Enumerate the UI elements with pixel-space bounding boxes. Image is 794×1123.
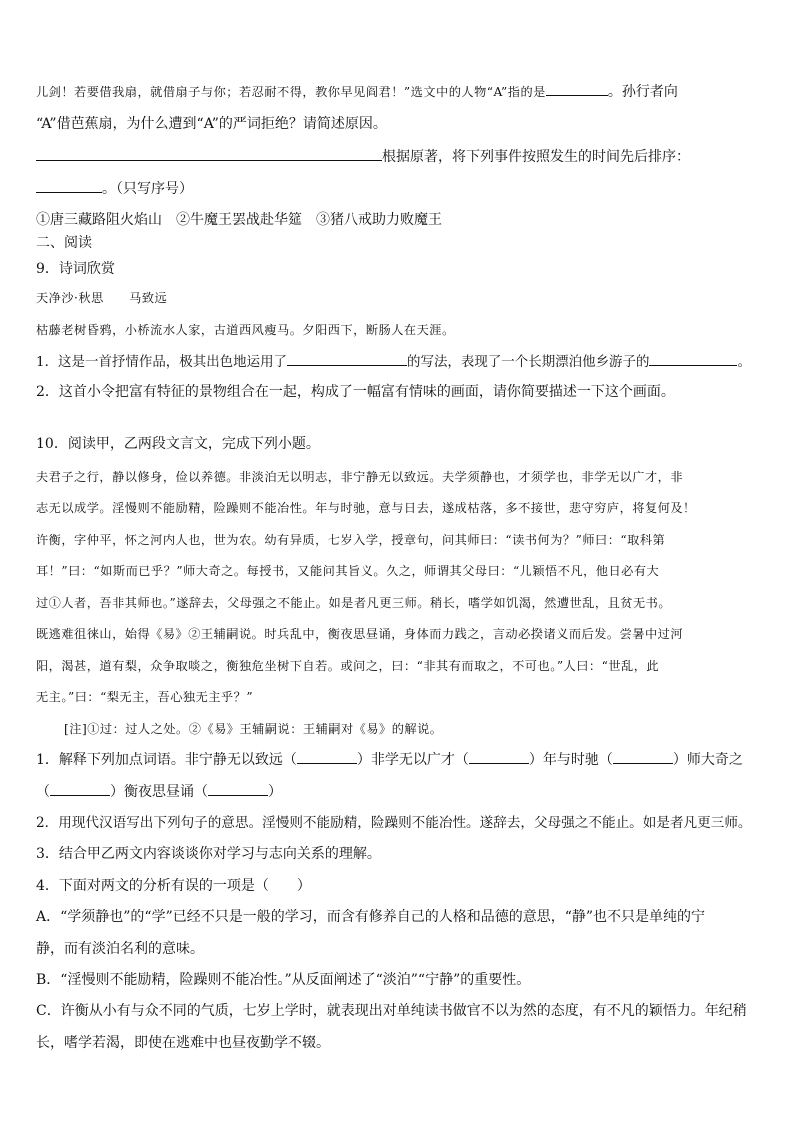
option-a-line2: 静，而有淡泊名利的意味。 [36,941,204,957]
q9-item1-text: 1．这是一首抒情作品，极其出色地运用了 [36,354,288,370]
q10-sub2: 2．用现代汉语写出下列句子的意思。淫慢则不能励精，险躁则不能冶性。遂辞去，父母强之不能止。如是者凡更三师。 [36,815,752,831]
q8-text: 根据原著，将下列事件按照发生的时间先后排序： [382,149,690,165]
q8-line1 [36,81,758,102]
q8-line3 [36,146,690,167]
answer-blank[interactable] [469,749,529,764]
answer-blank[interactable] [613,749,673,764]
sub1-text: ）师大奇之 [672,752,743,768]
q9-item1-text: 的写法，表现了一个长期漂泊他乡游子的 [407,354,650,370]
answer-blank[interactable] [649,351,737,366]
option-c-text: C．许衡从小有与众不同的气质，七岁上学时，就表现出对单纯读书做官不以为然的态度，有不凡的颖悟力。年纪稍 [36,1003,747,1019]
q8-text: 。（只写序号） [102,181,193,197]
passage-line [36,593,758,613]
footnote: [注]①过：过人之处。②《易》王辅嗣说：王辅嗣对《易》的解说。 [64,722,443,736]
passage-line [36,530,758,550]
q10-sub1-cont [36,781,282,802]
sub1-text: ）年与时驰（ [528,752,613,768]
option-c-line2: 长，嗜学若渴，即使在逃难中也昼夜勤学不辍。 [36,1035,330,1051]
option-b: B．“淫慢则不能励精，险躁则不能冶性。”从反面阐述了“淡泊”“宁静”的重要性。 [36,972,531,988]
answer-blank[interactable] [297,749,357,764]
q8-text: 。孙行者向 [607,84,678,100]
q8-quote-text: 儿剑！若要借我扇，就借扇子与你；若忍耐不得，教你早见阎君！”选文中的人物“A”指的是 [36,85,546,99]
q10-sub3: 3．结合甲乙两文内容谈谈你对学习与志向关系的理解。 [36,846,381,862]
q9-title: 9．诗词欣赏 [36,261,115,277]
passage-text: 志无以成学。淫慢则不能励精，险躁则不能冶性。年与时驰，意与日去，遂成枯落，多不接世，悲守穷庐，将复何及！ [36,501,696,515]
poem-body: 枯藤老树昏鸦，小桥流水人家，古道西风瘦马。夕阳西下，断肠人在天涯。 [36,323,455,337]
sub1-text: 1．解释下列加点词语。非宁静无以致远（ [36,752,297,768]
answer-blank[interactable] [50,781,110,796]
section-heading: 二、阅读 [36,235,92,251]
q8-events: ①唐三藏路阻火焰山 ②牛魔王罢战赴华筵 ③猪八戒助力败魔王 [36,212,442,228]
answer-blank[interactable] [208,781,268,796]
passage-line [36,498,758,518]
sub1-text: ） [268,784,282,800]
option-a-text: A．“学须静也”的“学”已经不只是一般的学习，而含有修养自己的人格和品德的意思，“静”也不只是单纯的宁 [36,909,706,925]
sub1-text: （ [36,784,50,800]
sub1-text: ）非学无以广才（ [356,752,469,768]
option-a-line1 [36,907,758,927]
answer-blank[interactable] [36,146,382,161]
poem-title: 天净沙·秋思 马致远 [36,291,168,305]
q10-sub4: 4．下面对两文的分析有误的一项是（ ） [36,878,311,894]
q10-title: 10．阅读甲，乙两段文言文，完成下列小题。 [36,436,320,452]
passage-text: 无主。”曰：“梨无主，吾心独无主乎？” [36,690,254,704]
passage-line [36,561,758,581]
q8-line4 [36,178,193,199]
passage-line [36,687,253,707]
answer-blank[interactable] [36,178,102,193]
q8-line2: “A”借芭蕉扇，为什么遭到“A”的严词拒绝？请简述原因。 [36,116,387,132]
q9-item1-text: 。 [737,354,751,370]
passage-line [36,656,758,676]
sub1-text: ）衡夜思昼诵（ [110,784,208,800]
answer-blank[interactable] [546,81,608,96]
passage-line [36,624,758,644]
option-c-line1 [36,1001,758,1021]
passage-text: 许衡，字仲平，怀之河内人也，世为农。幼有异质，七岁入学，授章句，问其师曰：“读书何为？”师曰：“取科第 [36,533,666,547]
passage-text: 既逃难徂徕山，始得《易》②王辅嗣说。时兵乱中，衡夜思昼诵，身体而力践之，言动必揆诸义而后发。尝暑中过河 [36,627,684,641]
q9-item1 [36,351,751,372]
passage-line [36,467,758,487]
passage-text: 耳！”曰：“如斯而已乎？”师大奇之。每授书，又能问其旨义。久之，师谓其父母曰：“儿颖悟不凡，他日必有大 [36,564,660,578]
q10-sub1 [36,749,743,770]
passage-text: 过①人者，吾非其师也。”遂辞去，父母强之不能止。如是者凡更三师。稍长，嗜学如饥渴，然遭世乱，且贫无书。 [36,596,672,610]
passage-text: 夫君子之行，静以修身，俭以养德。非淡泊无以明志，非宁静无以致远。夫学须静也，才须学也，非学无以广才，非 [36,470,684,484]
passage-text: 阳，渴甚，道有梨，众争取啖之，衡独危坐树下自若。或问之，曰：“非其有而取之，不可也。”人曰：“世乱，此 [36,659,660,673]
answer-blank[interactable] [287,351,407,366]
q9-item2: 2．这首小令把富有特征的景物组合在一起，构成了一幅富有情味的画面，请你简要描述一下这个画面。 [36,384,675,400]
